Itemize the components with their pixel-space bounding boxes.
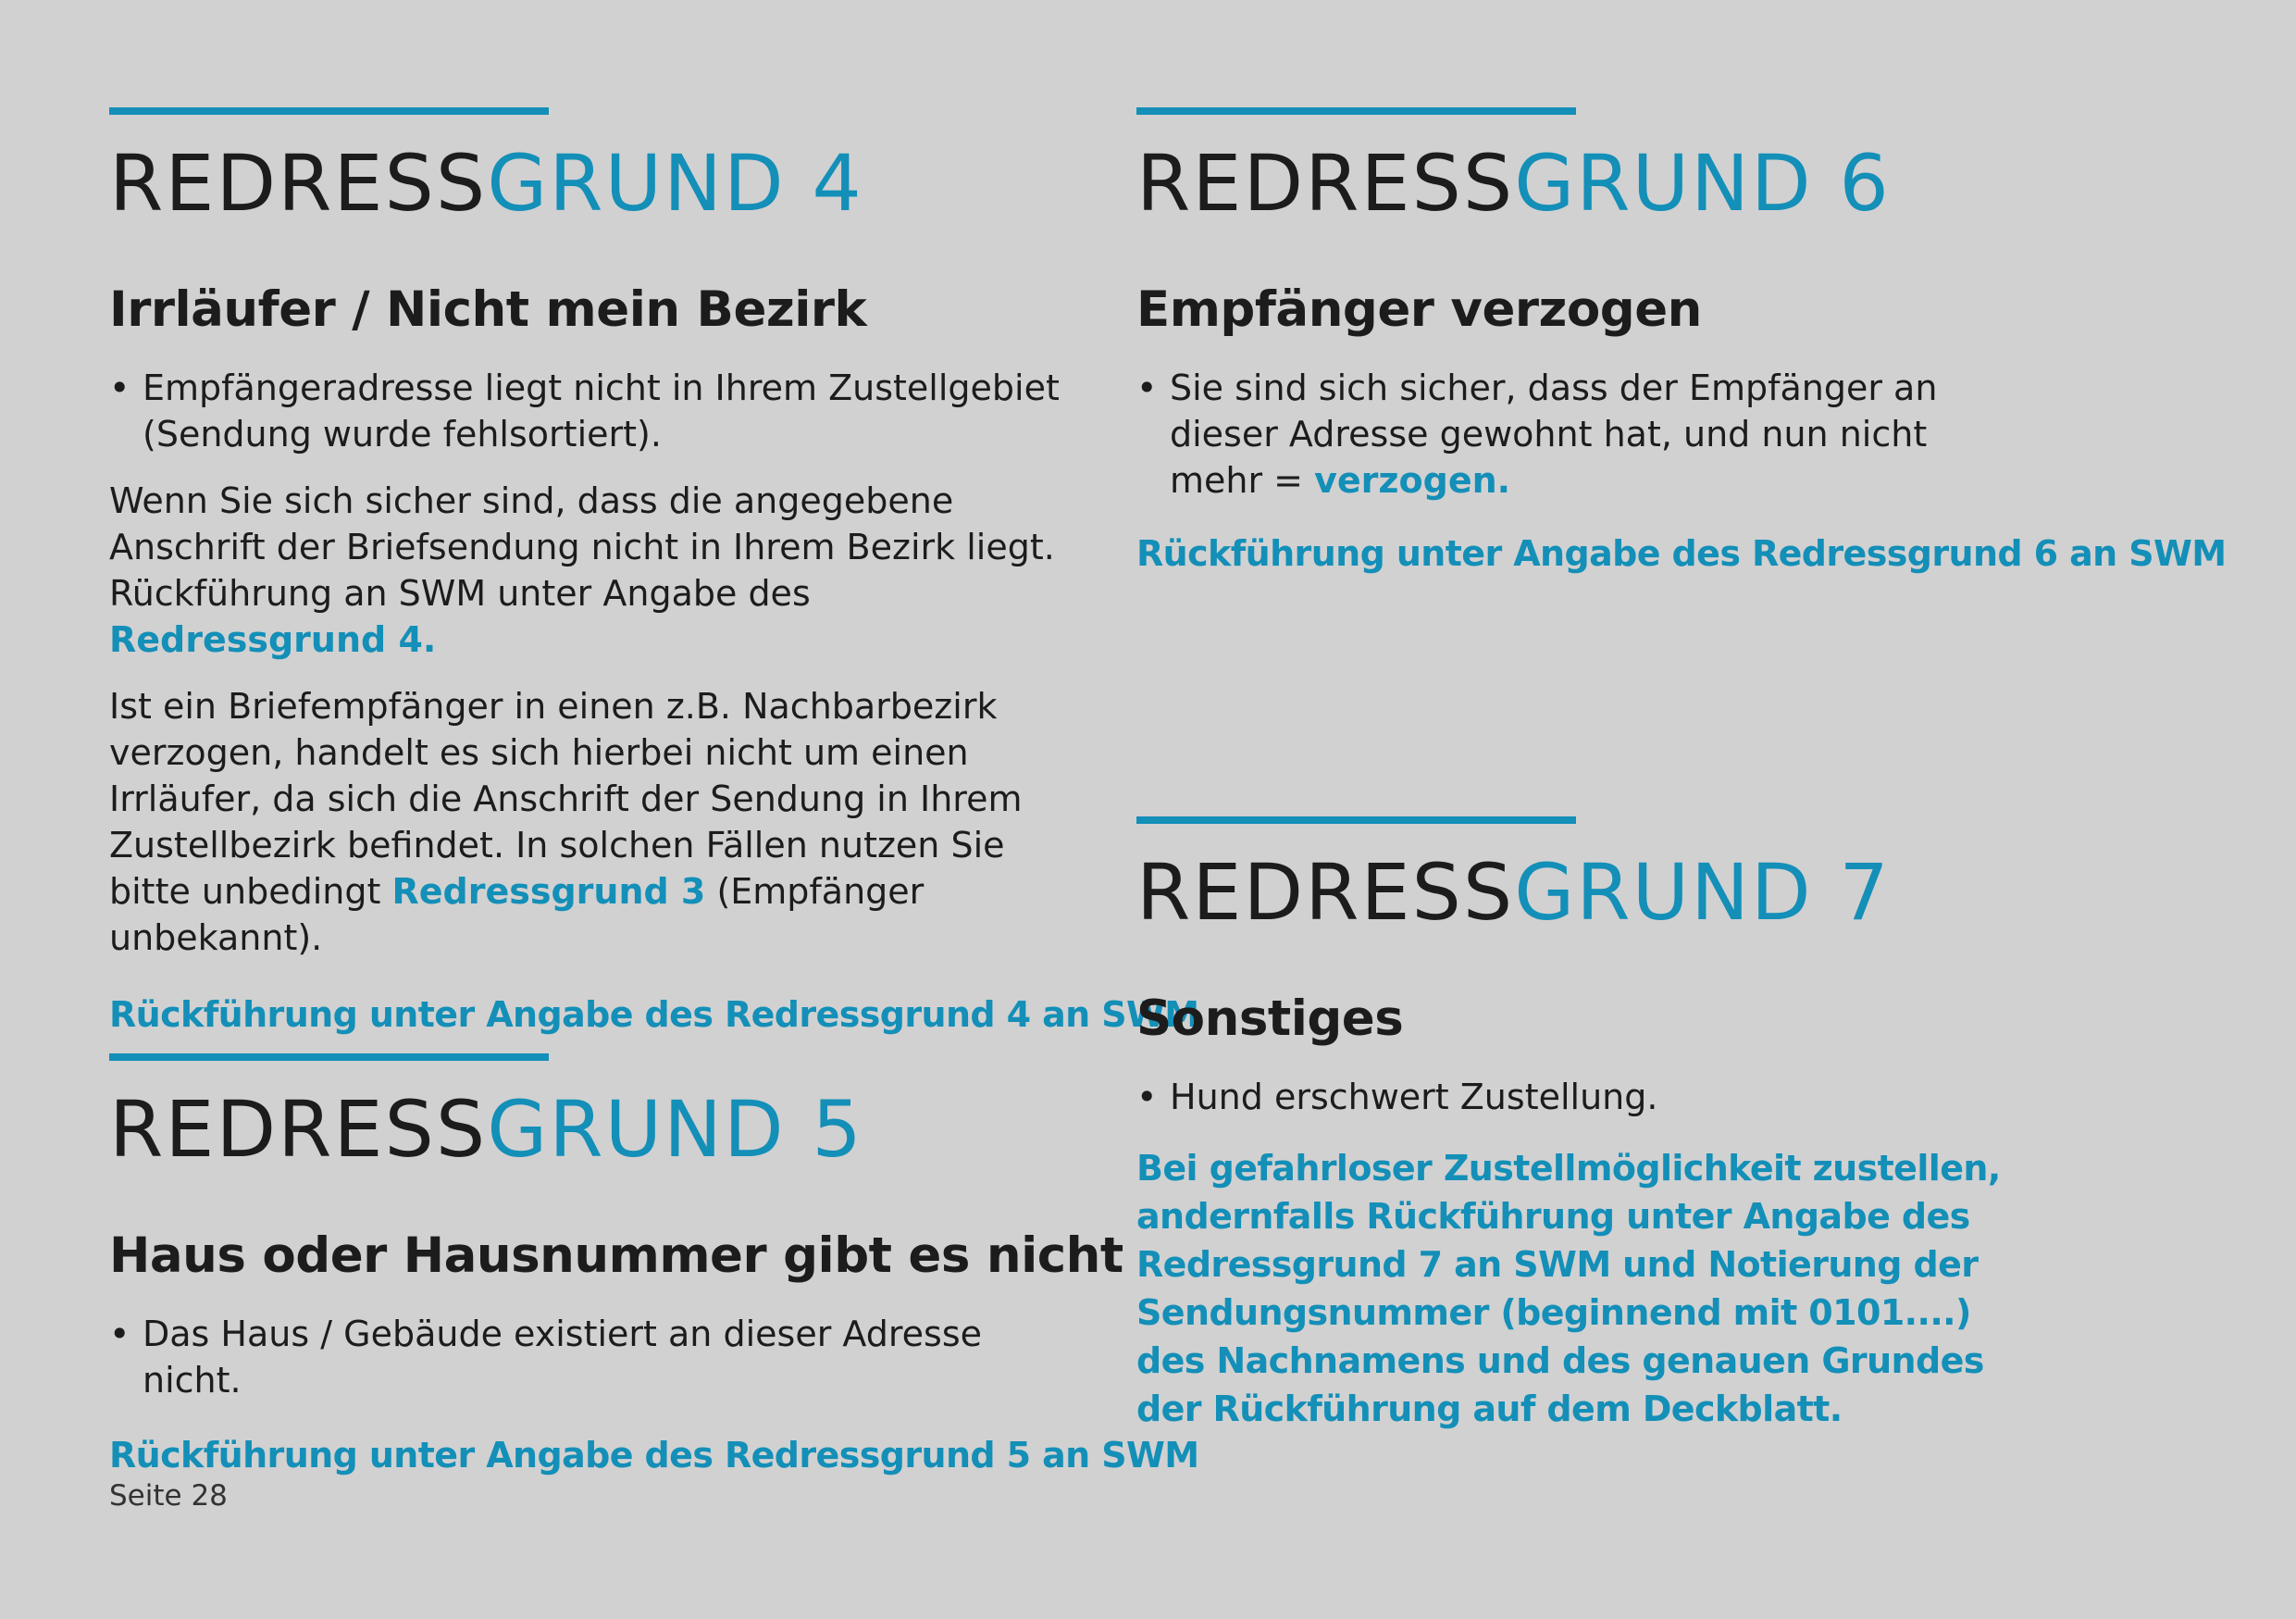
return-instruction: Bei gefahrloser Zustellmöglichkeit zustellen, andernfalls Rückführung unter Angabe des Redressgrund 7 an SWM und Notierung der Sendungsnummer (beginnend mit 0101....) des Nachnamens und des genauen Grundes der Rückführung auf dem Deckblatt.: [1136, 1148, 2001, 1430]
bullet-item: [1136, 365, 1966, 504]
return-instruction: Rückführung unter Angabe des Redressgrund 4 an SWM: [109, 994, 1199, 1036]
section-heading: [1136, 138, 2191, 229]
section-redressgrund-6: [1136, 107, 2227, 578]
section-redressgrund-7: [1136, 816, 2191, 1433]
section-subtitle: Sonstiges: [1136, 990, 1404, 1047]
section-heading: [1136, 847, 2191, 938]
paragraph-accent: Redressgrund 4.: [109, 619, 437, 661]
section-subtitle: Irrläufer / Nicht mein Bezirk: [109, 281, 867, 338]
section-rule: [109, 1053, 549, 1061]
section-subtitle: Haus oder Hausnummer gibt es nicht: [109, 1227, 1123, 1284]
bullet-item: • Hund erschwert Zustellung.: [1136, 1074, 2191, 1120]
paragraph-text: Ist ein Briefempfänger in einen z.B. Nachbarbezirk verzogen, handelt es sich hierbei nicht um einen Irrläufer, da sich die Anschrift der Sendung in Ihrem Zustellbezirk befindet. In solchen Fällen nutzen Sie bitte unbedingt: [109, 686, 1023, 913]
heading-black-part: REDRESS: [1136, 138, 1515, 229]
heading-blue-part: GRUND 6: [1514, 138, 1891, 229]
paragraph-accent: Redressgrund 3: [391, 871, 706, 913]
bullet-item: • Das Haus / Gebäude existiert an dieser Adresse nicht.: [109, 1311, 1090, 1403]
bullet-accent: verzogen.: [1314, 460, 1511, 502]
heading-black-part: REDRESS: [109, 1084, 488, 1175]
body-paragraph: [109, 683, 1090, 961]
section-heading: [109, 1084, 1090, 1175]
heading-blue-part: GRUND 7: [1514, 847, 1891, 938]
bullet-item: • Empfängeradresse liegt nicht in Ihrem Zustellgebiet (Sendung wurde fehlsortiert).: [109, 365, 1090, 457]
heading-blue-part: GRUND 5: [487, 1084, 863, 1175]
return-instruction: Rückführung unter Angabe des Redressgrund 5 an SWM: [109, 1435, 1199, 1476]
section-redressgrund-5: [109, 1053, 1199, 1479]
paragraph-text: (Empfänger unbekannt).: [109, 871, 925, 959]
paragraph-text: Wenn Sie sich sicher sind, dass die angegebene Anschrift der Briefsendung nicht in Ihrem Bezirk liegt. Rückführung an SWM unter Angabe des: [109, 480, 1055, 615]
heading-black-part: REDRESS: [1136, 847, 1515, 938]
page-number: Seite 28: [109, 1479, 228, 1513]
section-redressgrund-4: [109, 107, 1199, 1039]
heading-black-part: REDRESS: [109, 138, 488, 229]
section-rule: [109, 107, 549, 115]
section-subtitle: Empfänger verzogen: [1136, 281, 1702, 338]
bullet-text: Sie sind sich sicher, dass der Empfänger an dieser Adresse gewohnt hat, und nun nicht mehr =: [1170, 367, 1938, 502]
body-paragraph: [109, 478, 1090, 663]
heading-blue-part: GRUND 4: [487, 138, 863, 229]
return-instruction: Rückführung unter Angabe des Redressgrund 6 an SWM: [1136, 533, 2227, 575]
section-rule: [1136, 816, 1576, 824]
section-heading: [109, 138, 1090, 229]
section-rule: [1136, 107, 1576, 115]
